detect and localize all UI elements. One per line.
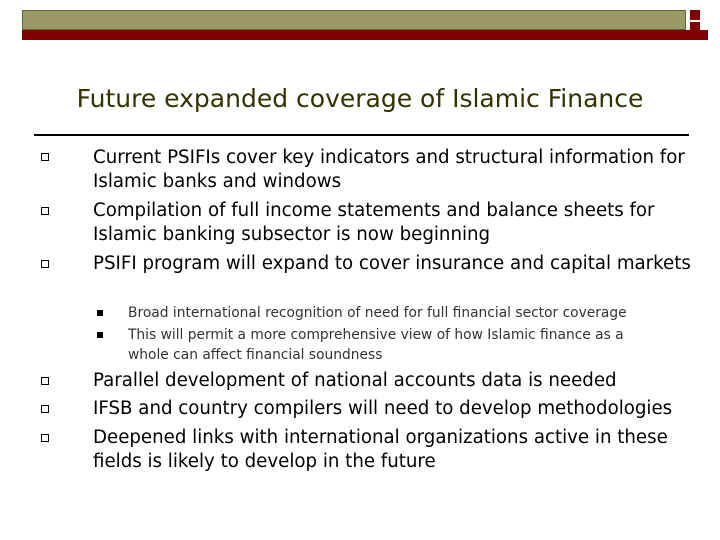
filled-square-bullet-icon [97,332,103,338]
sub-bullet-item: This will permit a more comprehensive view of how Islamic finance as a whole can affect financial soundness [128,327,624,363]
hollow-square-bullet-icon [41,377,49,385]
bullet-item: Current PSIFIs cover key indicators and structural information for Islamic banks and windows [93,147,685,192]
slide-title: Future expanded coverage of Islamic Finance [76,84,644,113]
hollow-square-bullet-icon [41,260,49,268]
hollow-square-bullet-icon [41,434,49,442]
hollow-square-bullet-icon [41,405,49,413]
header-banner-olive [22,10,686,30]
bullet-item: PSIFI program will expand to cover insurance and capital markets [93,253,691,274]
header-banner-maroon [22,30,708,40]
filled-square-bullet-icon [97,310,103,316]
bullet-item: Deepened links with international organizations active in these fields is likely to develop in the future [93,427,668,472]
bullet-item: Parallel development of national accounts data is needed [93,370,617,391]
corner-square-top [690,10,700,20]
bullet-item: Compilation of full income statements and balance sheets for Islamic banking subsector is now beginning [93,200,655,245]
corner-square-bottom [690,22,700,30]
hollow-square-bullet-icon [41,207,49,215]
title-divider [34,134,689,136]
hollow-square-bullet-icon [41,153,49,161]
sub-bullet-item: Broad international recognition of need for full financial sector coverage [128,305,627,321]
bullet-item: IFSB and country compilers will need to develop methodologies [93,398,673,419]
